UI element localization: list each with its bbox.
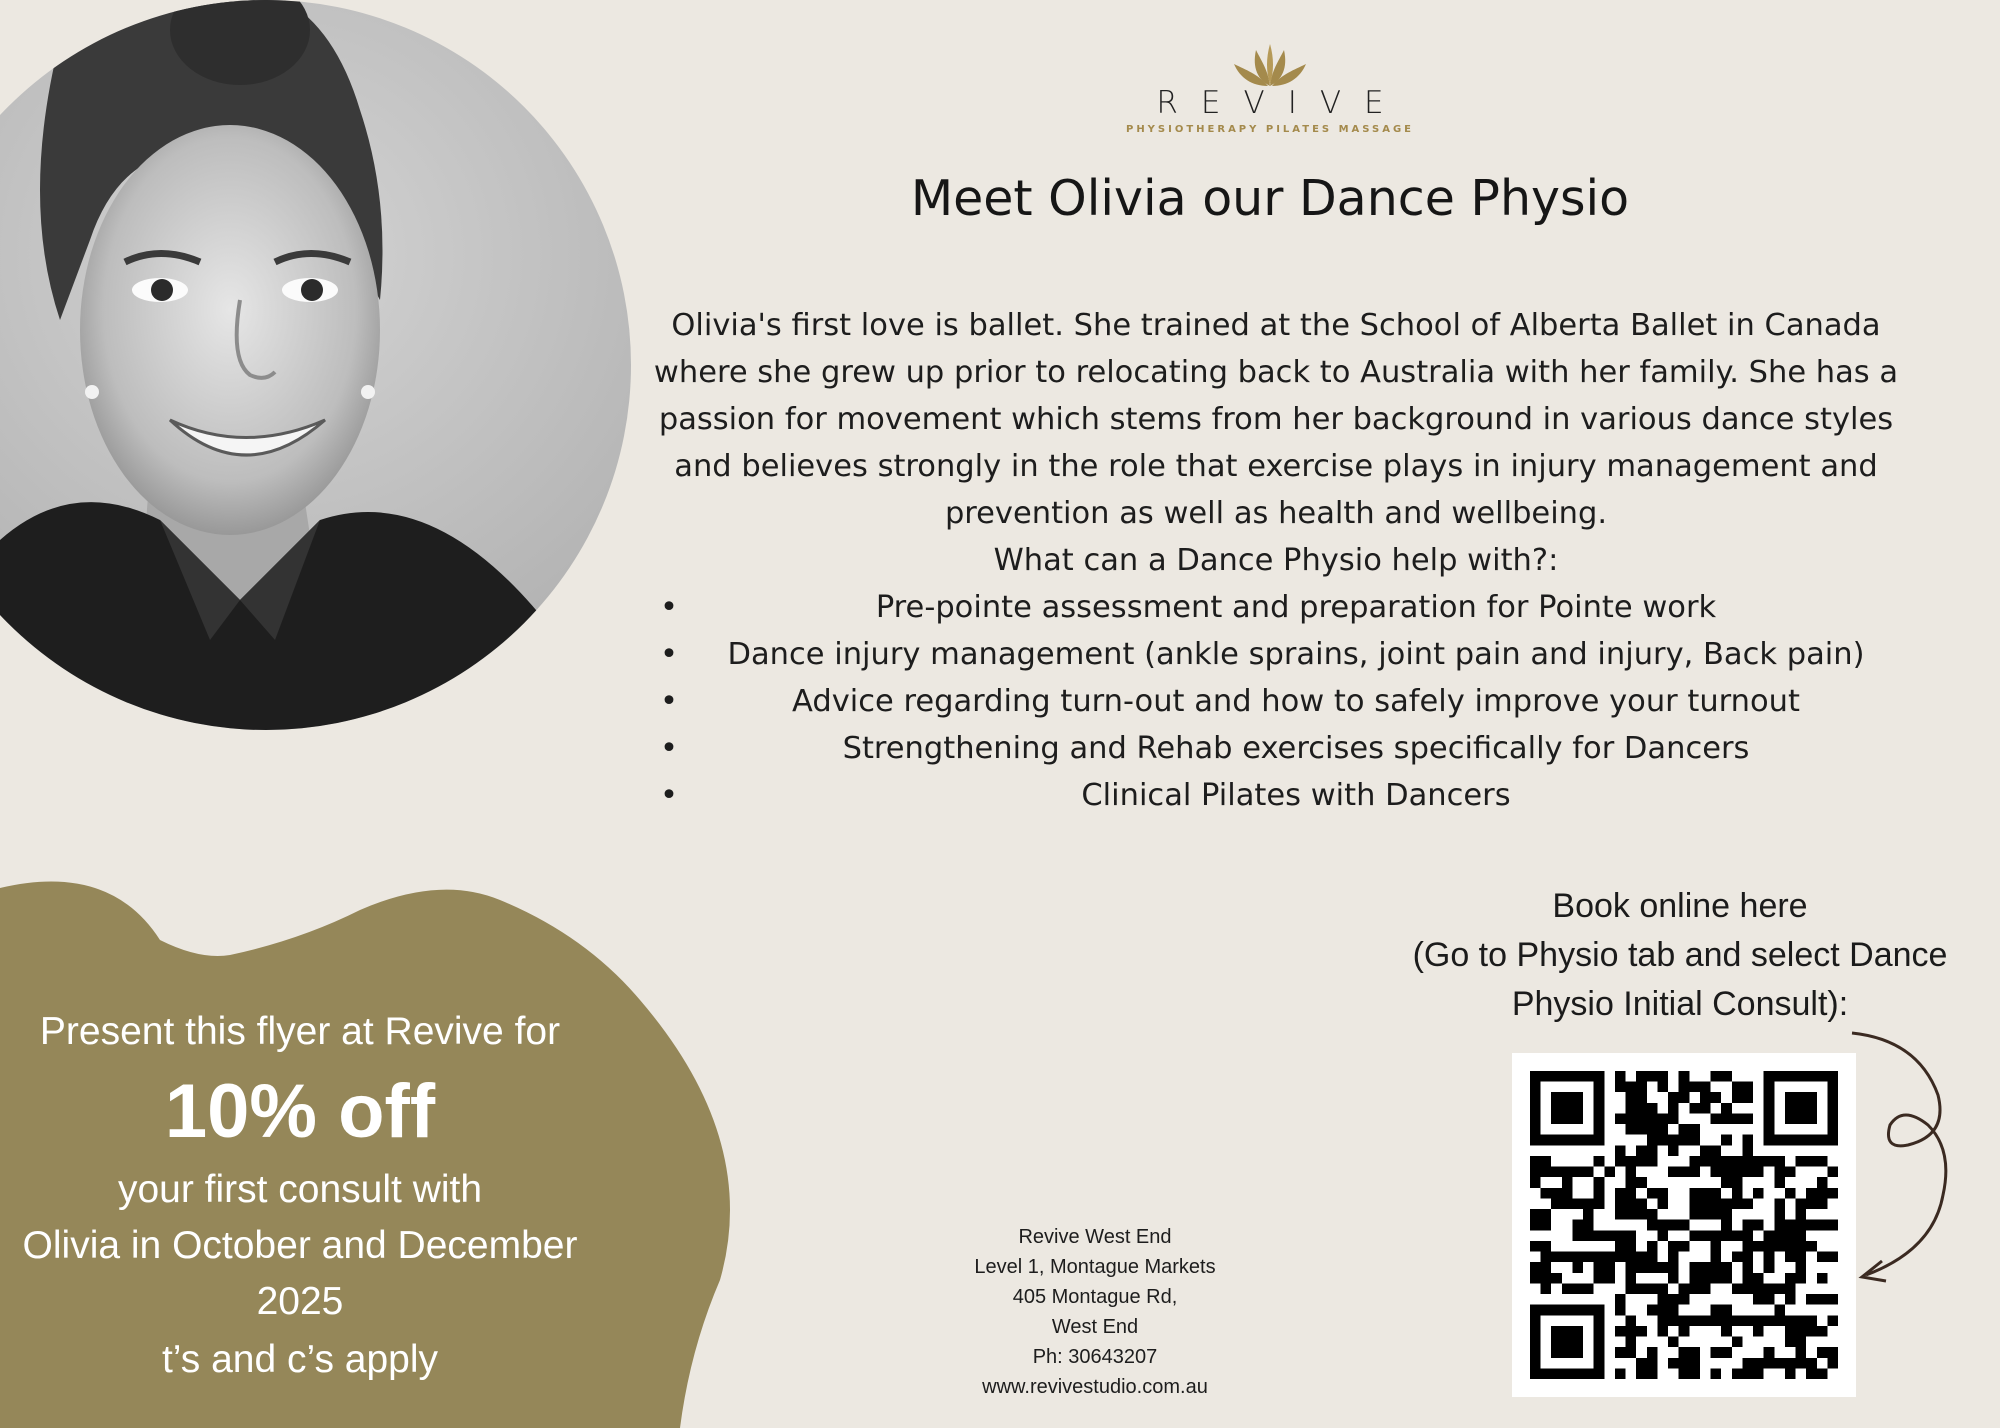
bullet-icon: • <box>660 590 678 625</box>
bio-line: and believes strongly in the role that exercise plays in injury management and <box>674 449 1878 484</box>
promo-line: Present this flyer at Revive for <box>39 1010 561 1053</box>
promo-line: 2025 <box>256 1280 344 1323</box>
phone-number: Ph: 30643207 <box>1032 1346 1158 1368</box>
address-line: Level 1, Montague Markets <box>974 1256 1216 1278</box>
list-item-text: Pre-pointe assessment and preparation for Pointe work <box>875 590 1717 625</box>
list-item <box>648 678 1904 725</box>
list-item <box>648 631 1904 678</box>
address-line: 405 Montague Rd, <box>1012 1286 1178 1308</box>
page-title: Meet Olivia our Dance Physio <box>910 170 1630 227</box>
curly-arrow-icon <box>1848 1025 1968 1295</box>
promo-line: Olivia in October and December <box>22 1224 578 1267</box>
list-item <box>648 772 1904 819</box>
website-link[interactable]: www.revivestudio.com.au <box>982 1376 1208 1398</box>
list-item <box>648 584 1904 631</box>
address-block <box>900 1222 1290 1402</box>
promo-discount: 10% off <box>164 1069 436 1154</box>
address-line: West End <box>1051 1316 1139 1338</box>
bio-line: where she grew up prior to relocating back to Australia with her family. She has a <box>653 355 1899 390</box>
list-item-text: Advice regarding turn-out and how to safely improve your turnout <box>792 684 1800 719</box>
logo-tagline: PHYSIOTHERAPY PILATES MASSAGE <box>1125 124 1415 135</box>
qr-code[interactable] <box>1512 1053 1856 1397</box>
booking-line: Book online here <box>1552 887 1808 925</box>
lotus-icon <box>1230 40 1310 88</box>
promo-line: your first consult with <box>117 1168 483 1211</box>
bio-line: Olivia's first love is ballet. She trained at the School of Alberta Ballet in Canada <box>671 308 1881 343</box>
list-item-text: Dance injury management (ankle sprains, joint pain and injury, Back pain) <box>727 637 1865 672</box>
list-item-text: Strengthening and Rehab exercises specifically for Dancers <box>842 731 1750 766</box>
bio-line: passion for movement which stems from her background in various dance styles <box>658 402 1894 437</box>
qr-code-icon <box>1530 1071 1838 1379</box>
logo-wordmark: REVIVE <box>1156 85 1407 121</box>
portrait-photo <box>0 0 640 730</box>
help-list <box>648 584 1904 819</box>
bullet-icon: • <box>660 778 678 813</box>
booking-line: (Go to Physio tab and select Dance <box>1412 936 1948 974</box>
bio-paragraph <box>648 302 1904 584</box>
promo-text <box>0 1002 600 1388</box>
bullet-icon: • <box>660 731 678 766</box>
bullet-icon: • <box>660 684 678 719</box>
booking-line: Physio Initial Consult): <box>1511 985 1849 1023</box>
help-heading: What can a Dance Physio help with?: <box>993 543 1559 578</box>
revive-logo <box>1100 40 1440 160</box>
address-name: Revive West End <box>1018 1226 1172 1248</box>
bio-line: prevention as well as health and wellbeing. <box>944 496 1608 531</box>
list-item <box>648 725 1904 772</box>
bullet-icon: • <box>660 637 678 672</box>
booking-text <box>1390 882 1970 1029</box>
promo-terms: t’s and c’s apply <box>161 1338 439 1381</box>
list-item-text: Clinical Pilates with Dancers <box>1081 778 1511 813</box>
